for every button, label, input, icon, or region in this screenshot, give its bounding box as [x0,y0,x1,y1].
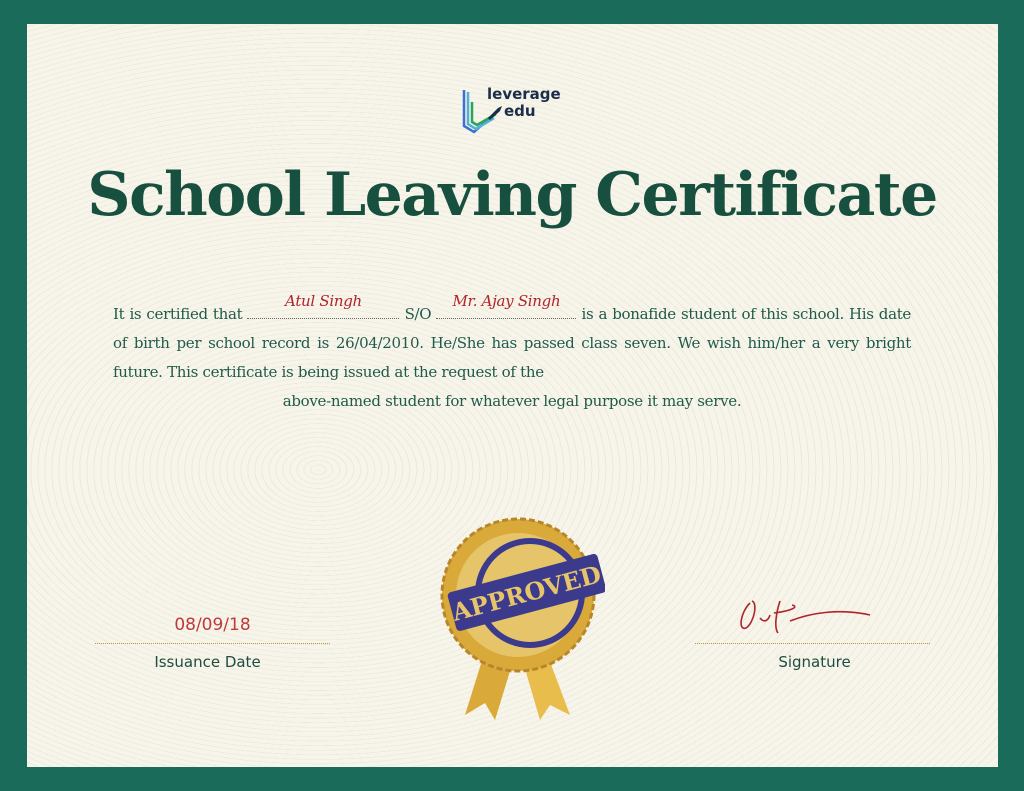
issuance-date: 08/09/18 [174,615,251,635]
student-name-field [247,292,399,319]
body-text-main: is a bonafide student of this school. His date of birth per school record is 26/04/2010. He/She has passed class seven. We wish him/her a very bright future. This certificate is being issued at the request of the [113,305,912,381]
parent-name: Mr. Ajay Singh [452,292,561,310]
logo-line2: edu [504,102,536,120]
body-text-intro: It is certified that [113,305,243,323]
certificate-title: School Leaving Certificate [87,160,937,230]
son-of-label: S/O [404,305,432,323]
certificate-body [113,292,912,416]
signature-label: Signature [778,653,851,671]
issuance-date-label: Issuance Date [154,653,261,671]
student-name: Atul Singh [285,292,362,310]
logo-line1: leverage [487,85,561,103]
approved-seal-icon [430,515,605,725]
logo-text [487,86,561,120]
parent-name-field [436,292,576,319]
signature-icon [730,593,880,638]
seal-text: APPROVED [448,559,605,627]
signature-line [695,643,930,644]
body-text-closing: above-named student for whatever legal purpose it may serve. [282,392,742,410]
issuance-date-line [95,643,330,644]
